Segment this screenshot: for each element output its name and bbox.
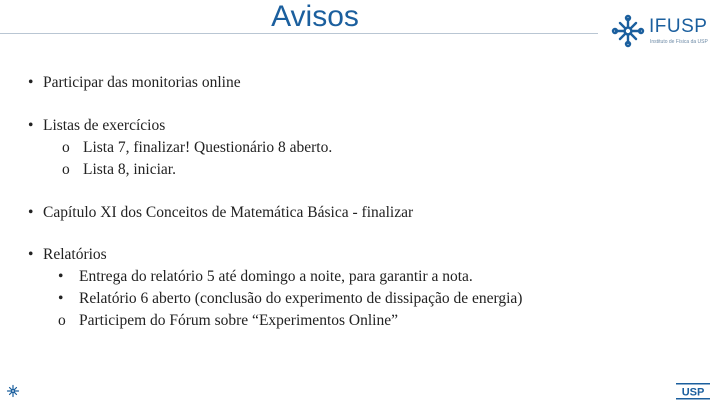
sub-bullet-marker: • (58, 268, 64, 285)
usp-logo (676, 381, 710, 401)
ifusp-logo-text: IFUSP (649, 16, 708, 37)
list-item: Participar das monitorias online (43, 74, 241, 91)
sub-list-item: Entrega do relatório 5 até domingo a noite, para garantir a nota. (79, 268, 473, 285)
ifusp-logo-subtitle: Instituto de Física da USP (650, 39, 708, 45)
sub-list-item: Relatório 6 aberto (conclusão do experimento de dissipação de energia) (79, 290, 523, 307)
sub-bullet-marker: o (58, 312, 66, 329)
usp-logo-text: USP (681, 386, 705, 399)
sub-list-item: Participem do Fórum sobre “Experimentos Online” (79, 312, 398, 329)
list-item: Listas de exercícios (43, 117, 166, 134)
sub-bullet-marker: o (62, 139, 70, 156)
slide-title: Avisos (271, 0, 359, 33)
bullet-marker: • (28, 117, 34, 134)
bullet-marker: • (28, 246, 34, 263)
sub-list-item: Lista 7, finalizar! Questionário 8 aberto. (83, 139, 333, 156)
ifusp-small-icon (6, 384, 20, 398)
sub-bullet-marker: • (58, 290, 64, 307)
list-item: Relatórios (43, 246, 107, 263)
sub-list-item: Lista 8, iniciar. (83, 161, 176, 178)
list-item: Capítulo XI dos Conceitos de Matemática Básica - finalizar (43, 204, 414, 221)
bullet-marker: • (28, 74, 34, 91)
bullet-marker: • (28, 204, 34, 221)
sub-bullet-marker: o (62, 161, 70, 178)
